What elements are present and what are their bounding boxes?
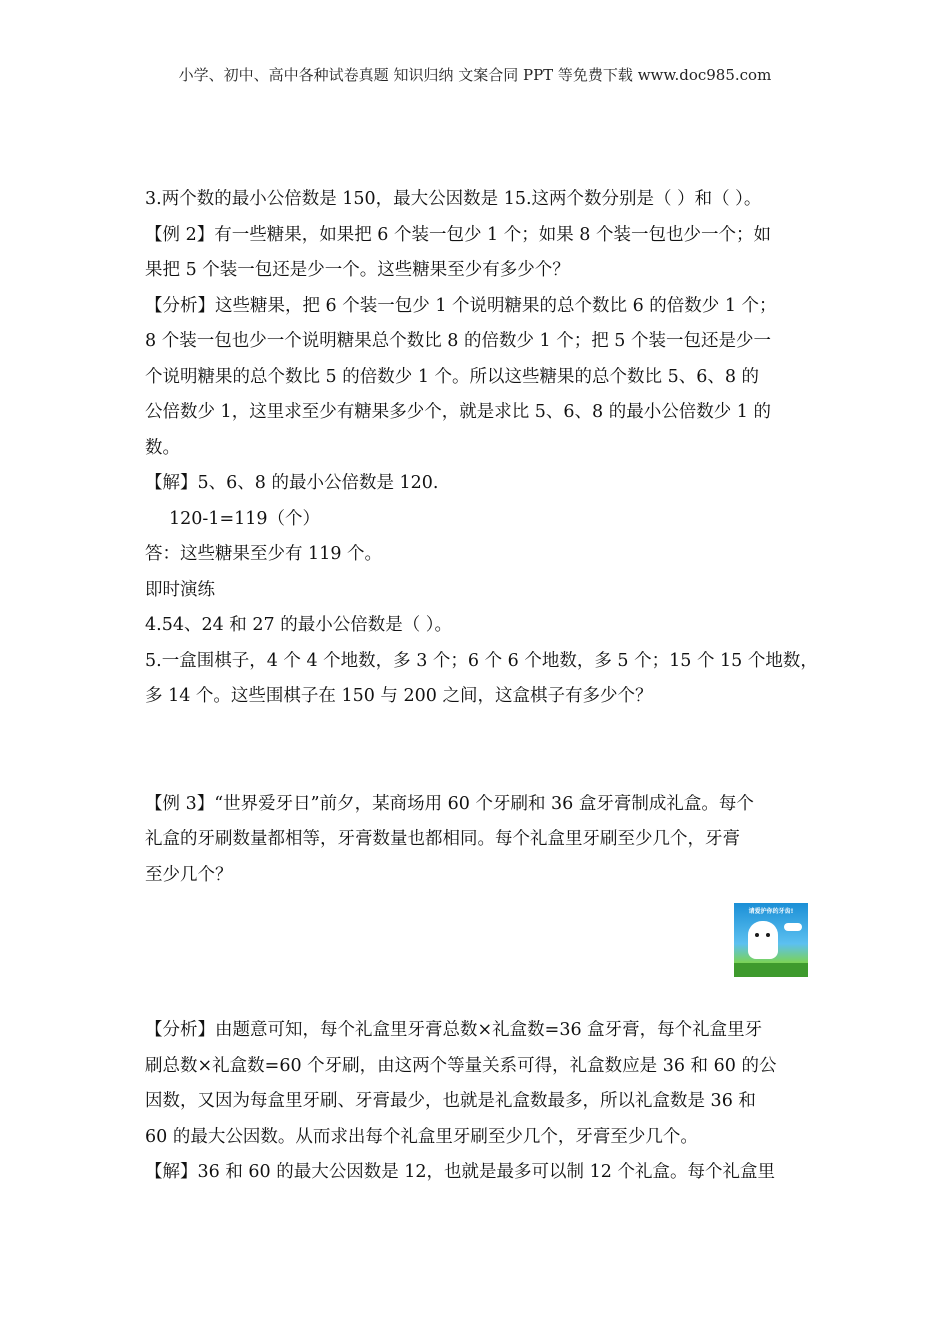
image-row xyxy=(145,893,810,1013)
spacer xyxy=(145,715,810,787)
analysis-line-3: 个说明糖果的总个数比 5 的倍数少 1 个。所以这些糖果的总个数比 5、6、8 的 xyxy=(145,366,760,387)
airplane-icon xyxy=(784,923,802,931)
question-3: 3.两个数的最小公倍数是 150，最大公因数是 15.这两个数分别是（ ）和（ ）。 xyxy=(145,189,762,209)
example-3-line-2: 礼盒的牙刷数量都相等，牙膏数量也都相同。每个礼盒里牙刷至少几个，牙膏 xyxy=(145,829,740,849)
analysis-line-4: 公倍数少 1，这里求至少有糖果多少个，就是求比 5、6、8 的最小公倍数少 1 的 xyxy=(145,402,771,422)
page-header: 小学、初中、高中各种试卷真题 知识归纳 文案合同 PPT 等免费下载 www.doc985.com xyxy=(178,66,772,84)
analysis-line-5: 数。 xyxy=(145,437,180,458)
practice-heading: 即时演练 xyxy=(145,579,215,600)
analysis-3-line-3: 因数，又因为每盒里牙刷、牙膏最少，也就是礼盒数最多，所以礼盒数是 36 和 xyxy=(145,1091,756,1111)
eye-icon xyxy=(766,933,770,937)
solution-line-2: 120-1=119（个） xyxy=(169,508,321,529)
grass-decoration xyxy=(734,963,808,977)
tooth-icon xyxy=(748,921,778,959)
answer-line: 答：这些糖果至少有 119 个。 xyxy=(145,544,383,564)
question-5-line-2: 多 14 个。这些围棋子在 150 与 200 之间，这盒棋子有多少个？ xyxy=(145,686,653,706)
analysis-line-1: 【分析】这些糖果，把 6 个装一包少 1 个说明糖果的总个数比 6 的倍数少 1 个； xyxy=(145,295,777,316)
example-3-line-1: 【例 3】“世界爱牙日”前夕，某商场用 60 个牙刷和 36 盒牙膏制成礼盒。每个 xyxy=(145,793,754,814)
solution-line-1: 【解】5、6、8 的最小公倍数是 120. xyxy=(145,473,439,493)
example-3-line-3: 至少几个？ xyxy=(145,864,233,885)
question-4: 4.54、24 和 27 的最小公倍数是（ ）。 xyxy=(145,615,453,635)
image-banner: 请爱护你的牙齿! xyxy=(748,908,794,915)
analysis-3-line-4: 60 的最大公因数。从而求出每个礼盒里牙刷至少几个，牙膏至少几个。 xyxy=(145,1126,698,1147)
analysis-3-line-1: 【分析】由题意可知，每个礼盒里牙膏总数×礼盒数=36 盒牙膏，每个礼盒里牙 xyxy=(145,1020,763,1040)
analysis-3-line-2: 刷总数×礼盒数=60 个牙刷，由这两个等量关系可得，礼盒数应是 36 和 60 的公 xyxy=(145,1055,777,1076)
example-2-line-1: 【例 2】有一些糖果，如果把 6 个装一包少 1 个；如果 8 个装一包也少一个；如 xyxy=(145,224,771,245)
tooth-cartoon-image xyxy=(734,903,808,977)
document-body xyxy=(145,182,818,1191)
example-2-line-2: 果把 5 个装一包还是少一个。这些糖果至少有多少个？ xyxy=(145,260,570,280)
solution-3-line-1: 【解】36 和 60 的最大公因数是 12，也就是最多可以制 12 个礼盒。每个礼盒里 xyxy=(145,1162,775,1182)
analysis-line-2: 8 个装一包也少一个说明糖果总个数比 8 的倍数少 1 个；把 5 个装一包还是少一 xyxy=(145,331,771,351)
question-5-line-1: 5.一盒围棋子，4 个 4 个地数，多 3 个；6 个 6 个地数，多 5 个；15 个 15 个地数， xyxy=(145,650,818,671)
eye-icon xyxy=(755,933,759,937)
